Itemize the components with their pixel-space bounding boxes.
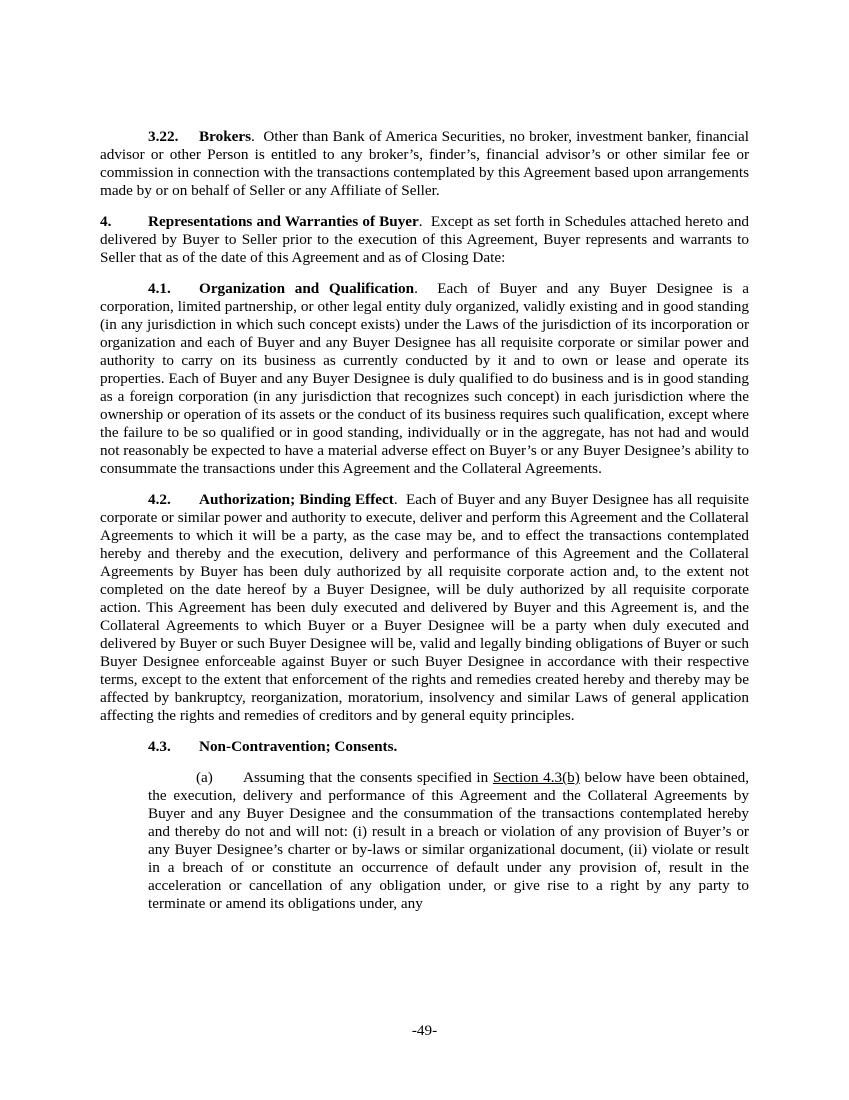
section-4: 4. Representations and Warranties of Buyer. Except as set forth in Schedules attached hereto and delivered by Buyer to Seller prior to the execution of this Agreement, Buyer represents and warrants to Seller that as of the date of this Agreement and as of Closing Date:	[100, 213, 750, 266]
section-cross-reference: Section 4.3(b)	[492, 769, 580, 786]
section-title: Representations and Warranties of Buyer	[148, 213, 419, 230]
subsection-text-before: Assuming that the consents specified in	[243, 769, 489, 786]
section-4-3: 4.3. Non-Contravention; Consents.	[148, 738, 398, 755]
section-text: Each of Buyer and any Buyer Designee is a corporation, limited partnership, or other legal entity duly organized, validly existing and in good standing (in any jurisdiction in which such concept exists) under the Laws of the jurisdiction of its incorporation or organization and each of Buyer and any Buyer Designee has all requisite corporate or similar power and authority to carry on its business as currently conducted by it and to own or lease and operate its properties. Each of Buyer and any Buyer Designee is duly qualified to do business and is in good standing as a foreign corporation (in any jurisdiction that recognizes such concept) in each jurisdiction where the ownership or operation of its assets or the conduct of its business requires such qualification, except where the failure to be so qualified or in good standing, individually or in the aggregate, has not had and would not reasonably be expected to have a material adverse effect on Buyer’s or any Buyer Designee’s ability to consummate the transactions under this Agreement and the Collateral Agreements.	[100, 280, 749, 477]
section-number: 4.	[100, 213, 112, 230]
subsection-4-3-a	[148, 769, 749, 913]
section-4-2: 4.2. Authorization; Binding Effect. Each of Buyer and any Buyer Designee has all requisite corporate or similar power and authority to execute, deliver and perform this Agreement and the Collateral Agreements to which it will be a party, as the case may be, and to effect the transactions contemplated hereby and thereby and the execution, delivery and performance of this Agreement and the Collateral Agreements by Buyer has been duly authorized by all requisite corporate action and, to the extent not completed on the date hereof by a Buyer Designee, will be duly authorized by all requisite corporate action. This Agreement has been duly executed and delivered by Buyer and this Agreement is, and the Collateral Agreements to which Buyer or a Buyer Designee will be a party when duly executed and delivered by Buyer or such Buyer Designee will be, valid and legally binding obligations of Buyer or such Buyer Designee enforceable against Buyer or such Buyer Designee in accordance with their respective terms, except to the extent that enforcement of the rights and remedies created hereby and thereby may be affected by bankruptcy, reorganization, moratorium, insolvency and similar Laws of general application affecting the rights and remedies of creditors and by general equity principles.	[100, 491, 749, 724]
section-title: Non-Contravention; Consents	[199, 738, 394, 755]
section-text: Other than Bank of America Securities, no broker, investment banker, financial advisor or other Person is entitled to any broker’s, finder’s, financial advisor’s or other similar fee or commission in connection with the transactions contemplated by this Agreement based upon arrangements made by or on behalf of Seller or any Affiliate of Seller.	[100, 128, 749, 199]
section-title: Brokers	[199, 128, 252, 145]
section-4-1: 4.1. Organization and Qualification. Each of Buyer and any Buyer Designee is a corporation, limited partnership, or other legal entity duly organized, validly existing and in good standing (in any jurisdiction in which such concept exists) under the Laws of the jurisdiction of its incorporation or organization and each of Buyer and any Buyer Designee has all requisite corporate or similar power and authority to carry on its business as currently conducted by it and to own or lease and operate its properties. Each of Buyer and any Buyer Designee is duly qualified to do business and is in good standing as a foreign corporation (in any jurisdiction that recognizes such concept) in each jurisdiction where the ownership or operation of its assets or the conduct of its business requires such qualification, except where the failure to be so qualified or in good standing, individually or in the aggregate, has not had and would not reasonably be expected to have a material adverse effect on Buyer’s or any Buyer Designee’s ability to consummate the transactions under this Agreement and the Collateral Agreements.	[100, 280, 749, 477]
section-title: Authorization; Binding Effect	[199, 491, 394, 508]
section-number: 4.2.	[148, 491, 171, 508]
section-number: 3.22.	[148, 128, 179, 145]
document-body	[100, 128, 749, 913]
section-number: 4.1.	[148, 280, 171, 297]
section-3-22: 3.22. Brokers. Other than Bank of America Securities, no broker, investment banker, financial advisor or other Person is entitled to any broker’s, finder’s, financial advisor’s or other similar fee or commission in connection with the transactions contemplated by this Agreement based upon arrangements made by or on behalf of Seller or any Affiliate of Seller.	[100, 128, 749, 199]
section-title: Organization and Qualification	[199, 280, 415, 297]
section-text: Each of Buyer and any Buyer Designee has all requisite corporate or similar power and authority to execute, deliver and perform this Agreement and the Collateral Agreements to which it will be a party, as the case may be, and to effect the transactions contemplated hereby and thereby and the execution, delivery and performance of this Agreement and the Collateral Agreements by Buyer has been duly authorized by all requisite corporate action and, to the extent not completed on the date hereof by a Buyer Designee, will be duly authorized by all requisite corporate action. This Agreement has been duly executed and delivered by Buyer and this Agreement is, and the Collateral Agreements to which Buyer or a Buyer Designee will be a party when duly executed and delivered by Buyer or such Buyer Designee will be, valid and legally binding obligations of Buyer or such Buyer Designee enforceable against Buyer or such Buyer Designee in accordance with their respective terms, except to the extent that enforcement of the rights and remedies created hereby and thereby may be affected by bankruptcy, reorganization, moratorium, insolvency and similar Laws of general application affecting the rights and remedies of creditors and by general equity principles.	[100, 491, 749, 724]
subsection-label: (a)	[196, 769, 213, 786]
section-text: Except as set forth in Schedules attached hereto and delivered by Buyer to Seller prior to the execution of this Agreement, Buyer represents and warrants to Seller that as of the date of this Agreement and as of Closing Date:	[100, 213, 750, 266]
subsection-text-after: below have been obtained, the execution, delivery and performance of this Agreement and the Collateral Agreements by Buyer and any Buyer Designee and the consummation of the transactions contemplated hereby and thereby do not and will not: (i) result in a breach or violation of any provision of Buyer’s or any Buyer Designee’s charter or by-laws or similar organizational document, (ii) violate or result in a breach of or constitute an occurrence of default under any provision of, result in the acceleration or cancellation of any obligation under, or give rise to a right by any party to terminate or amend its obligations under, any	[148, 769, 750, 912]
page-number: -49-	[411, 1022, 438, 1039]
section-number: 4.3.	[148, 738, 171, 755]
